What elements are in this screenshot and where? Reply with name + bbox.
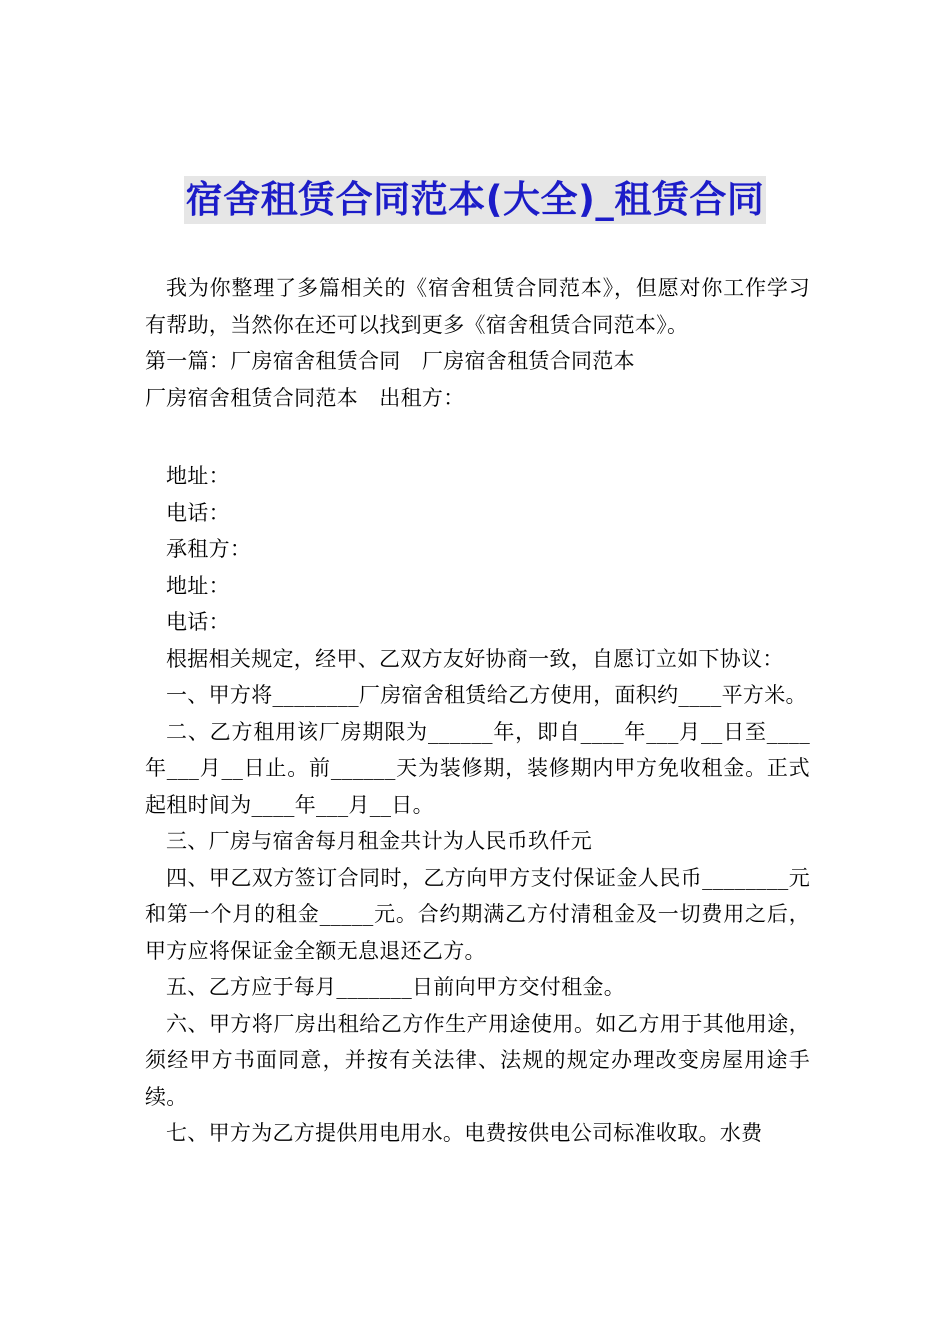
- clause-2: 二、乙方租用该厂房期限为______年，即自____年___月__日至____年___月__日止。前______天为装修期，装修期内甲方免收租金。正式起租时间为____年___月__日。: [145, 719, 810, 817]
- clause-1: 一、甲方将________厂房宿舍租赁给乙方使用，面积约____平方米。: [166, 683, 807, 707]
- lessee-address: 地址：: [166, 573, 230, 598]
- document-body: [145, 270, 810, 1152]
- lessor-phone: 电话：: [166, 500, 230, 525]
- clause-6: 六、甲方将厂房出租给乙方作生产用途使用。如乙方用于其他用途，须经甲方书面同意，并按有关法律、法规的规定办理改变房屋用途手续。: [145, 1011, 810, 1109]
- clause-3: 三、厂房与宿舍每月租金共计为人民币玖仟元: [166, 829, 592, 853]
- lessee-label: 承租方：: [166, 537, 252, 561]
- section-heading-1: 第一篇：厂房宿舍租赁合同 厂房宿舍租赁合同范本: [145, 349, 635, 373]
- lessee-phone: 电话：: [166, 610, 230, 634]
- clause-5: 五、乙方应于每月_______日前向甲方交付租金。: [166, 975, 625, 999]
- title-container: [0, 176, 950, 224]
- clause-7: 七、甲方为乙方提供用电用水。电费按供电公司标准收取。水费: [166, 1121, 763, 1145]
- lessor-address: 地址：: [166, 464, 230, 488]
- document-title: 宿舍租赁合同范本(大全)_租赁合同: [184, 176, 767, 224]
- agreement-preamble: 根据相关规定，经甲、乙双方友好协商一致，自愿订立如下协议：: [166, 646, 784, 671]
- intro-paragraph: 我为你整理了多篇相关的《宿舍租赁合同范本》，但愿对你工作学习有帮助，当然你在还可以找到更多《宿舍租赁合同范本》。: [145, 276, 810, 337]
- blank-line: [145, 416, 810, 458]
- contract-subtitle: 厂房宿舍租赁合同范本 出租方：: [145, 385, 465, 410]
- clause-4: 四、甲乙双方签订合同时，乙方向甲方支付保证金人民币________元和第一个月的租金_____元。合约期满乙方付清租金及一切费用之后，甲方应将保证金全额无息退还乙方。: [145, 865, 810, 963]
